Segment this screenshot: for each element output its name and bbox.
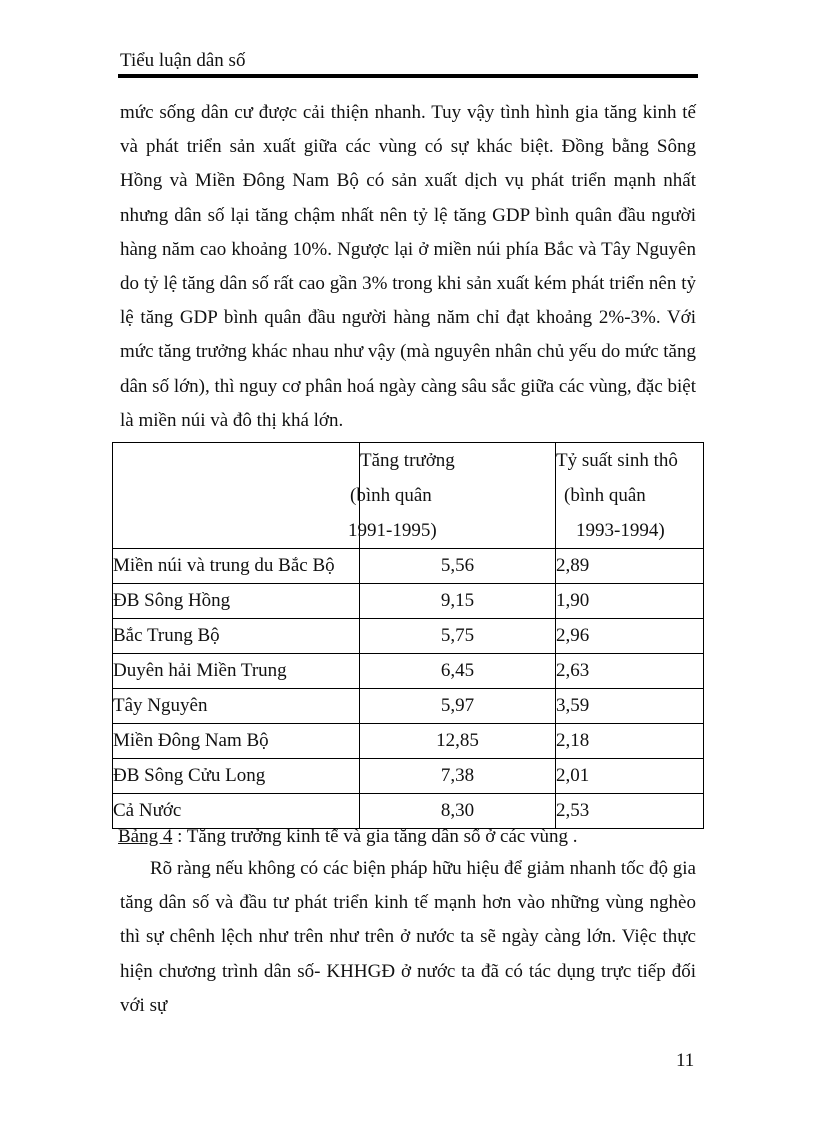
region-cell: Cả Nước [113,794,360,829]
header-cell-empty [113,443,360,549]
birth-rate-cell: 2,89 [556,549,704,584]
table-caption [118,826,578,848]
page-header-title: Tiểu luận dân số [120,50,246,71]
table-header-row [113,443,704,549]
header-birth-line-1: Tỷ suất sinh thô [556,450,678,471]
region-cell: Miền Đông Nam Bộ [113,724,360,759]
header-growth-line-2: (bình quân [350,485,432,506]
birth-rate-cell: 2,01 [556,759,704,794]
growth-cell: 5,97 [360,689,556,724]
header-rule [118,74,698,78]
birth-rate-cell: 2,53 [556,794,704,829]
birth-rate-cell: 1,90 [556,584,704,619]
growth-cell: 5,56 [360,549,556,584]
table-row [113,584,704,619]
growth-cell: 5,75 [360,619,556,654]
header-growth-line-3: 1991-1995) [348,520,437,541]
birth-rate-cell: 2,18 [556,724,704,759]
header-cell-growth [348,443,556,549]
growth-cell: 9,15 [360,584,556,619]
table-row [113,549,704,584]
table-row [113,724,704,759]
birth-rate-cell: 3,59 [556,689,704,724]
region-cell: ĐB Sông Hồng [113,584,360,619]
table-row [113,794,704,829]
table-row [113,654,704,689]
page-number: 11 [676,1050,695,1071]
birth-rate-cell: 2,96 [556,619,704,654]
growth-cell: 12,85 [360,724,556,759]
growth-cell: 8,30 [360,794,556,829]
region-cell: Tây Nguyên [113,689,360,724]
header-birth-line-2: (bình quân [564,485,646,506]
region-cell: Bắc Trung Bộ [113,619,360,654]
table-row [113,619,704,654]
region-cell: ĐB Sông Cửu Long [113,759,360,794]
header-cell-birth-rate [556,443,704,549]
growth-cell: 6,45 [360,654,556,689]
region-cell: Duyên hải Miền Trung [113,654,360,689]
caption-text: : Tăng trưởng kinh tế và gia tăng dân số ở các vùng . [172,826,578,847]
growth-cell: 7,38 [360,759,556,794]
table-row [113,689,704,724]
data-table [112,442,704,829]
header-birth-line-3: 1993-1994) [576,520,665,541]
table-row [113,759,704,794]
birth-rate-cell: 2,63 [556,654,704,689]
caption-label: Bảng 4 [118,826,173,847]
header-growth-line-1: Tăng trưởng [360,450,455,471]
paragraph-2: Rõ ràng nếu không có các biện pháp hữu hiệu để giảm nhanh tốc độ gia tăng dân số và đầu tư phát triển kinh tế mạnh hơn vào những vùng nghèo thì sự chênh lệch như trên như trên ở nước ta sẽ ngày càng lớn. Việc thực hiện chương trình dân số- KHHGĐ ở nước ta đã có tác dụng trực tiếp đối với sự [120,858,696,1016]
paragraph-1: mức sống dân cư được cải thiện nhanh. Tuy vậy tình hình gia tăng kinh tế và phát triển sản xuất giữa các vùng có sự khác biệt. Đồng bằng Sông Hồng và Miền Đông Nam Bộ có sản xuất dịch vụ phát triển mạnh nhất nhưng dân số lại tăng chậm nhất nên tỷ lệ tăng GDP bình quân đầu người hàng năm cao khoảng 10%. Ngược lại ở miền núi phía Bắc và Tây Nguyên do tỷ lệ tăng dân số rất cao gần 3% trong khi sản xuất kém phát triển nên tỷ lệ tăng GDP bình quân đầu người hàng năm chỉ đạt khoảng 2%-3%. Với mức tăng trưởng khác nhau như vậy (mà nguyên nhân chủ yếu do mức tăng dân số lớn), thì nguy cơ phân hoá ngày càng sâu sắc giữa các vùng, đặc biệt là miền núi và đô thị khá lớn. [120,102,696,431]
region-cell: Miền núi và trung du Bắc Bộ [113,549,360,584]
